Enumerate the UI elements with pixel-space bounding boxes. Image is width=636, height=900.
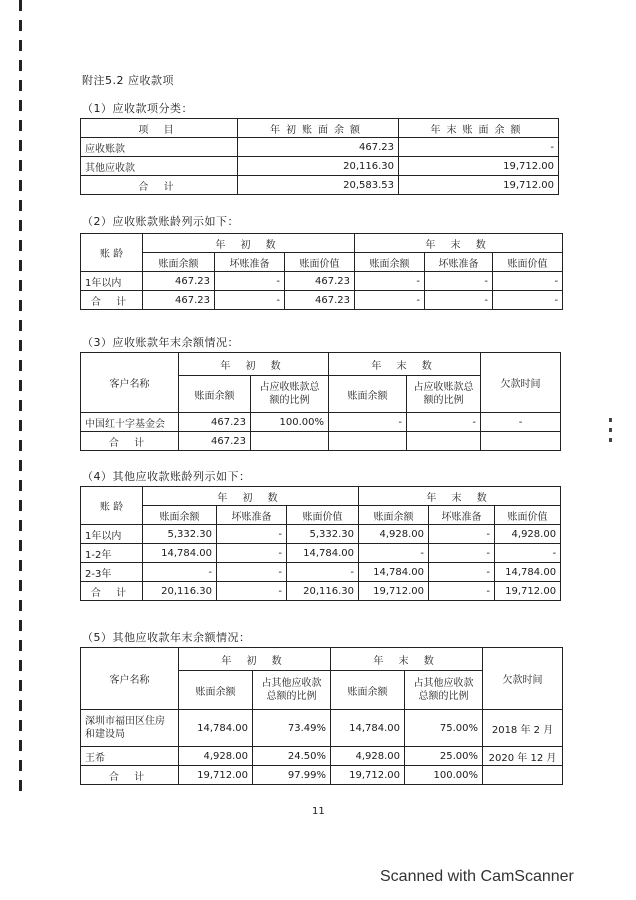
cell: -: [493, 272, 563, 291]
cell: -: [493, 291, 563, 310]
s3-title: （3）应收账款年末余额情况：: [82, 336, 239, 349]
scan-mark: [609, 438, 612, 442]
s2-subheader: 账面价值: [493, 253, 563, 272]
s4-header-end: 年 末 数: [359, 487, 561, 506]
table-row: [81, 525, 561, 544]
cell: 14,784.00: [143, 544, 217, 563]
cell: 467.23: [179, 413, 251, 432]
s5-table: [80, 647, 563, 785]
cell: -: [143, 563, 217, 582]
s4-header-begin: 年 初 数: [143, 487, 359, 506]
cell: 24.50%: [253, 747, 331, 766]
s2-table: [80, 233, 563, 310]
cell: -: [429, 525, 495, 544]
page-number: 11: [312, 806, 325, 817]
cell: 467.23: [179, 432, 251, 451]
cell: 4,928.00: [331, 747, 405, 766]
cell: 20,116.30: [143, 582, 217, 601]
cell: -: [355, 272, 425, 291]
cell: -: [429, 563, 495, 582]
cell: 合 计: [81, 432, 179, 451]
s3-header-begin: 年 初 数: [179, 353, 329, 376]
cell: 14,784.00: [495, 563, 561, 582]
cell: 20,116.30: [287, 582, 359, 601]
cell: 75.00%: [405, 710, 483, 747]
cell: 合 计: [81, 766, 179, 785]
s4-subheader: 账面余额: [143, 506, 217, 525]
cell: -: [217, 563, 287, 582]
s5-subheader: 占其他应收款总额的比例: [253, 671, 331, 710]
table-row: [81, 176, 559, 195]
s2-subheader: 坏账准备: [215, 253, 285, 272]
cell: 19,712.00: [179, 766, 253, 785]
cell: -: [429, 582, 495, 601]
cell: 4,928.00: [359, 525, 429, 544]
s1-title: （1）应收款项分类：: [82, 102, 193, 115]
s1-header: 项 目: [81, 119, 238, 138]
cell: -: [329, 413, 407, 432]
s1-table: [80, 118, 559, 195]
s3-header-customer: 客户名称: [81, 353, 179, 413]
table-row: [81, 157, 559, 176]
s2-header-aging: 账 龄: [81, 234, 143, 272]
table-row: [81, 138, 559, 157]
s5-subheader: 账面余额: [179, 671, 253, 710]
scanner-watermark: Scanned with CamScanner: [380, 868, 574, 885]
cell: [251, 432, 329, 451]
cell: -: [407, 413, 481, 432]
cell: -: [215, 291, 285, 310]
cell: 1年以内: [81, 272, 143, 291]
cell: 应收账款: [81, 138, 238, 157]
s2-subheader: 坏账准备: [425, 253, 493, 272]
table-row: [81, 272, 563, 291]
cell: 其他应收款: [81, 157, 238, 176]
cell: 14,784.00: [331, 710, 405, 747]
s5-header-end: 年 末 数: [331, 648, 483, 671]
cell: -: [359, 544, 429, 563]
cell: 467.23: [285, 272, 355, 291]
cell: -: [481, 413, 561, 432]
cell: 100.00%: [251, 413, 329, 432]
s5-subheader: 占其他应收款总额的比例: [405, 671, 483, 710]
s3-subheader: 占应收账款总额的比例: [407, 376, 481, 413]
cell: 王希: [81, 747, 179, 766]
cell: 4,928.00: [179, 747, 253, 766]
table-row: [81, 710, 563, 747]
cell: -: [287, 563, 359, 582]
cell: 5,332.30: [143, 525, 217, 544]
s5-header-begin: 年 初 数: [179, 648, 331, 671]
cell: 19,712.00: [331, 766, 405, 785]
s4-title: （4）其他应收款账龄列示如下：: [82, 470, 251, 483]
cell: 73.49%: [253, 710, 331, 747]
cell: -: [425, 291, 493, 310]
cell: 合 计: [81, 176, 238, 195]
cell: -: [425, 272, 493, 291]
cell: [329, 432, 407, 451]
table-row: [81, 582, 561, 601]
s2-header-end: 年 末 数: [355, 234, 563, 253]
cell: [407, 432, 481, 451]
s5-title: （5）其他应收款年末余额情况：: [82, 631, 251, 644]
s5-header-customer: 客户名称: [81, 648, 179, 710]
cell: 合 计: [81, 291, 143, 310]
s3-subheader: 账面余额: [329, 376, 407, 413]
cell: -: [355, 291, 425, 310]
cell: [481, 432, 561, 451]
s4-subheader: 坏账准备: [429, 506, 495, 525]
cell: 19,712.00: [399, 176, 559, 195]
cell: 100.00%: [405, 766, 483, 785]
table-row: [81, 563, 561, 582]
cell: 5,332.30: [287, 525, 359, 544]
cell: -: [217, 544, 287, 563]
cell: -: [217, 582, 287, 601]
cell: 25.00%: [405, 747, 483, 766]
scan-mark: [609, 428, 612, 432]
s4-subheader: 账面价值: [287, 506, 359, 525]
cell: 467.23: [238, 138, 399, 157]
s3-subheader: 账面余额: [179, 376, 251, 413]
s3-header-end: 年 末 数: [329, 353, 481, 376]
cell: 19,712.00: [495, 582, 561, 601]
cell: 467.23: [143, 291, 215, 310]
cell: 467.23: [285, 291, 355, 310]
cell: 1年以内: [81, 525, 143, 544]
s3-header-time: 欠款时间: [481, 353, 561, 413]
cell: 合 计: [81, 582, 143, 601]
cell: 2-3年: [81, 563, 143, 582]
cell: 20,583.53: [238, 176, 399, 195]
s2-title: （2）应收账款账龄列示如下：: [82, 215, 239, 228]
cell: [483, 766, 563, 785]
cell: -: [215, 272, 285, 291]
cell: 深圳市福田区住房和建设局: [81, 710, 179, 747]
table-row: [81, 413, 561, 432]
cell: 4,928.00: [495, 525, 561, 544]
table-row: [81, 291, 563, 310]
cell: -: [495, 544, 561, 563]
s4-header-aging: 账 龄: [81, 487, 143, 525]
cell: -: [217, 525, 287, 544]
s5-header-time: 欠款时间: [483, 648, 563, 710]
s2-header-begin: 年 初 数: [143, 234, 355, 253]
s2-subheader: 账面余额: [355, 253, 425, 272]
table-row: [81, 544, 561, 563]
s2-subheader: 账面余额: [143, 253, 215, 272]
s1-header: 年初账面余额: [238, 119, 399, 138]
cell: 14,784.00: [359, 563, 429, 582]
cell: 467.23: [143, 272, 215, 291]
cell: 2020 年 12 月: [483, 747, 563, 766]
binding-holes: [14, 0, 28, 820]
s4-table: [80, 486, 561, 601]
cell: 2018 年 2 月: [483, 710, 563, 747]
s1-header: 年末账面余额: [399, 119, 559, 138]
cell: 19,712.00: [359, 582, 429, 601]
s3-table: [80, 352, 561, 451]
s4-subheader: 账面价值: [495, 506, 561, 525]
cell: 14,784.00: [287, 544, 359, 563]
section-title: 附注5.2 应收款项: [82, 74, 174, 87]
table-row: [81, 747, 563, 766]
cell: 14,784.00: [179, 710, 253, 747]
table-row: [81, 766, 563, 785]
cell: -: [429, 544, 495, 563]
cell: 中国红十字基金会: [81, 413, 179, 432]
cell: 20,116.30: [238, 157, 399, 176]
table-row: [81, 432, 561, 451]
cell: 1-2年: [81, 544, 143, 563]
cell: 19,712.00: [399, 157, 559, 176]
s3-subheader: 占应收账款总额的比例: [251, 376, 329, 413]
cell: -: [399, 138, 559, 157]
s4-subheader: 坏账准备: [217, 506, 287, 525]
scan-mark: [609, 418, 612, 422]
s5-subheader: 账面余额: [331, 671, 405, 710]
s2-subheader: 账面价值: [285, 253, 355, 272]
s4-subheader: 账面余额: [359, 506, 429, 525]
cell: 97.99%: [253, 766, 331, 785]
